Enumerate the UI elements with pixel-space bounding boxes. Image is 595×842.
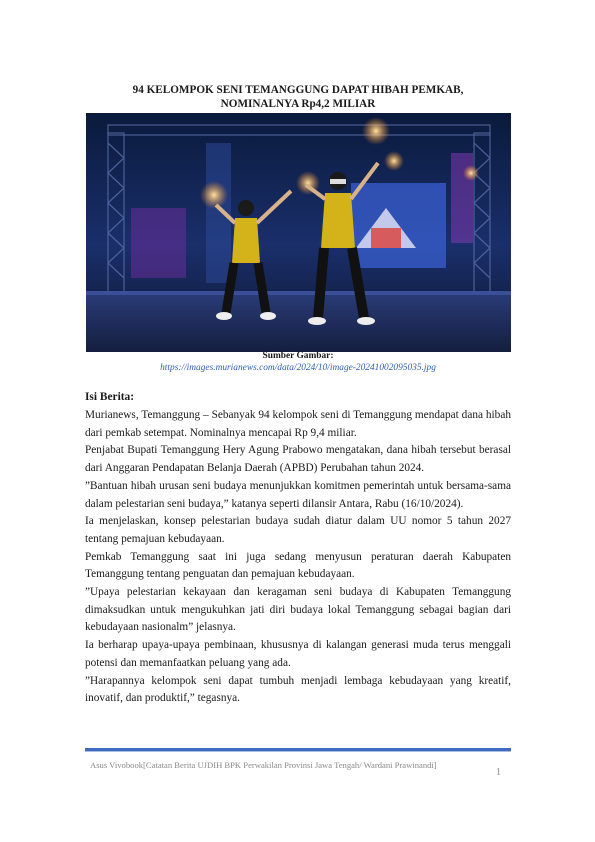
footer-rule-thin <box>85 751 511 752</box>
paragraph: Penjabat Bupati Temanggung Hery Agung Prabowo mengatakan, dana hibah tersebut berasal dari Anggaran Pendapatan Belanja Daerah (APBD) Perubahan tahun 2024. <box>85 444 511 475</box>
paragraph: ”Bantuan hibah urusan seni budaya menunjukkan komitmen pemerintah untuk bersama-sama dalam pelestarian seni budaya,” katanya seperti dilansir Antara, Rabu (16/10/2024). <box>85 479 511 510</box>
article-title-line-2: NOMINALNYA Rp4,2 MILIAR <box>220 97 376 110</box>
paragraph: Pemkab Temanggung saat ini juga sedang menyusun peraturan daerah Kabupaten Temanggung tentang penguatan dan pemajuan kebudayaan. <box>85 550 511 581</box>
article-title-line-1: 94 KELOMPOK SENI TEMANGGUNG DAPAT HIBAH PEMKAB, <box>132 84 464 96</box>
article-title <box>85 84 511 111</box>
article-body <box>85 407 511 708</box>
article-photo <box>86 113 511 352</box>
footer-text: Asus Vivobook[Catatan Berita UJDIH BPK Perwakilan Provinsi Jawa Tengah/ Wardani Prawinandi] <box>90 760 437 770</box>
paragraph: Ia berharap upaya-upaya pembinaan, khususnya di kalangan generasi muda terus menggali potensi dan memanfaatkan peluang yang ada. <box>85 639 511 669</box>
page-number: 1 <box>496 767 501 778</box>
paragraph: ”Harapannya kelompok seni dapat tumbuh menjadi lembaga kebudayaan yang kreatif, inovatif, dan produktif,” tegasnya. <box>85 674 511 705</box>
section-heading: Isi Berita: <box>85 391 135 403</box>
paragraph: Murianews, Temanggung – Sebanyak 94 kelompok seni di Temanggung mendapat dana hibah dari pemkab setempat. Nominalnya mencapai Rp 9,4 miliar. <box>85 409 511 439</box>
caption-label: Sumber Gambar: <box>262 351 334 361</box>
paragraph: Ia menjelaskan, konsep pelestarian budaya sudah diatur dalam UU nomor 5 tahun 2027 tentang pemajuan kebudayaan. <box>85 515 511 545</box>
image-source-link[interactable]: https://images.murianews.com/data/2024/10/image-20241002095035.jpg <box>160 363 436 373</box>
image-caption <box>85 350 511 374</box>
paragraph: ”Upaya pelestarian kekayaan dan keragaman seni budaya di Kabupaten Temanggung dimaksudkan untuk mengukuhkan jati diri budaya lokal Temanggung sebagai bagian dari kebudayaan nasionalm” jelasnya. <box>85 586 511 634</box>
